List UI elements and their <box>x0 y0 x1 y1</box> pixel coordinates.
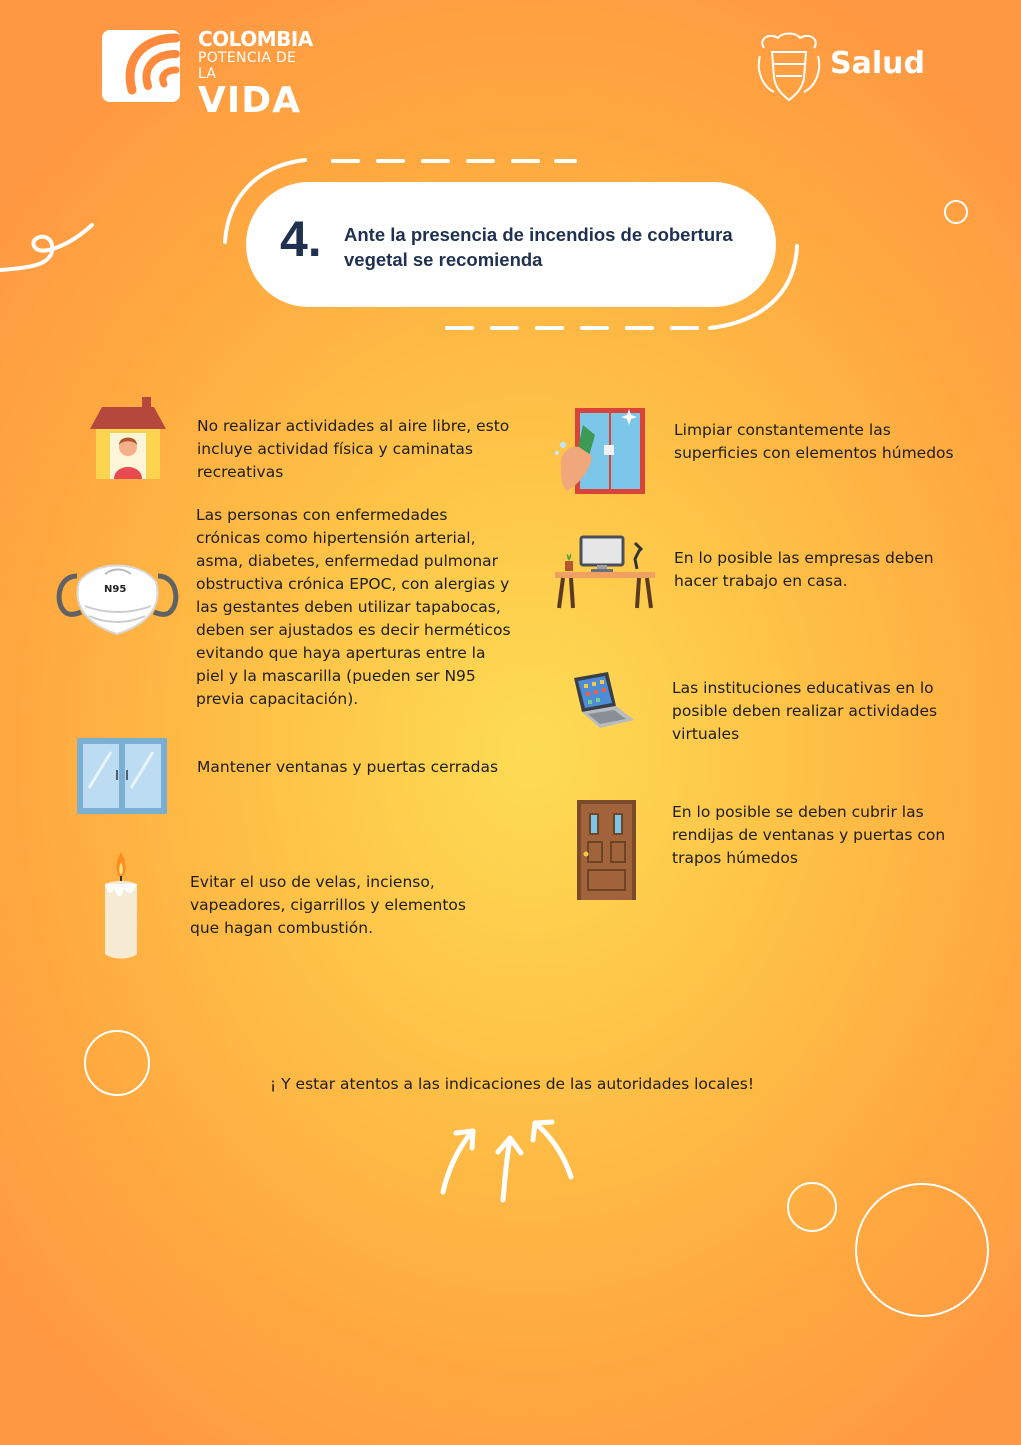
door-icon <box>577 800 636 900</box>
recommendation-combustion: Evitar el uso de velas, incienso, vapeadores, cigarrillos y elementos que hagan combustión. <box>190 873 466 937</box>
recommendation-outdoor: No realizar actividades al aire libre, esto incluye actividad física y caminatas recreativas <box>197 417 510 481</box>
recommendation-virtual-classes: Las instituciones educativas en lo posible deben realizar actividades virtuales <box>672 679 938 743</box>
brand-line-2: POTENCIA DE LA <box>198 50 297 82</box>
recommendation-work-from-home: En lo posible las empresas deben hacer trabajo en casa. <box>674 549 934 590</box>
ministerio-salud-logo <box>754 30 924 106</box>
recommendation-masks: Las personas con enfermedades crónicas como hipertensión arterial, asma, diabetes, enfermedad pulmonar obstructiva crónica EPOC, con alergias y las gestantes deben utilizar tapabocas, deben ser ajustados es decir herméticos evitando que haya aperturas entre la piel y la mascarilla (pueden ser N95 previa capacitación). <box>196 506 511 708</box>
coat-of-arms-icon <box>754 30 824 104</box>
cleaning-window-icon <box>553 405 646 495</box>
colombia-potencia-de-la-vida-logo <box>102 27 317 121</box>
brand-line-1: COLOMBIA <box>198 27 313 51</box>
laptop-icon <box>570 670 636 732</box>
section-title: Ante la presencia de incendios de cobertura vegetal se recomienda <box>344 224 733 270</box>
desk-computer-icon <box>555 535 655 609</box>
recommendation-windows: Mantener ventanas y puertas cerradas <box>197 758 499 776</box>
recommendation-clean-surfaces: Limpiar constantemente las superficies con elementos húmedos <box>674 421 954 462</box>
candle-icon <box>100 850 142 962</box>
section-number: 4. <box>280 211 322 267</box>
section-title-banner <box>246 182 776 307</box>
n95-label: N95 <box>104 584 127 595</box>
house-icon <box>90 395 166 481</box>
n95-mask-icon <box>55 560 180 638</box>
recommendation-cover-gaps: En lo posible se deben cubrir las rendijas de ventanas y puertas con trapos húmedos <box>672 803 946 867</box>
signal-waves-icon <box>102 30 180 102</box>
closing-message: ¡ Y estar atentos a las indicaciones de las autoridades locales! <box>270 1075 755 1093</box>
ministry-name: Salud <box>830 46 925 81</box>
window-icon <box>77 738 167 814</box>
brand-line-3: VIDA <box>198 80 301 121</box>
